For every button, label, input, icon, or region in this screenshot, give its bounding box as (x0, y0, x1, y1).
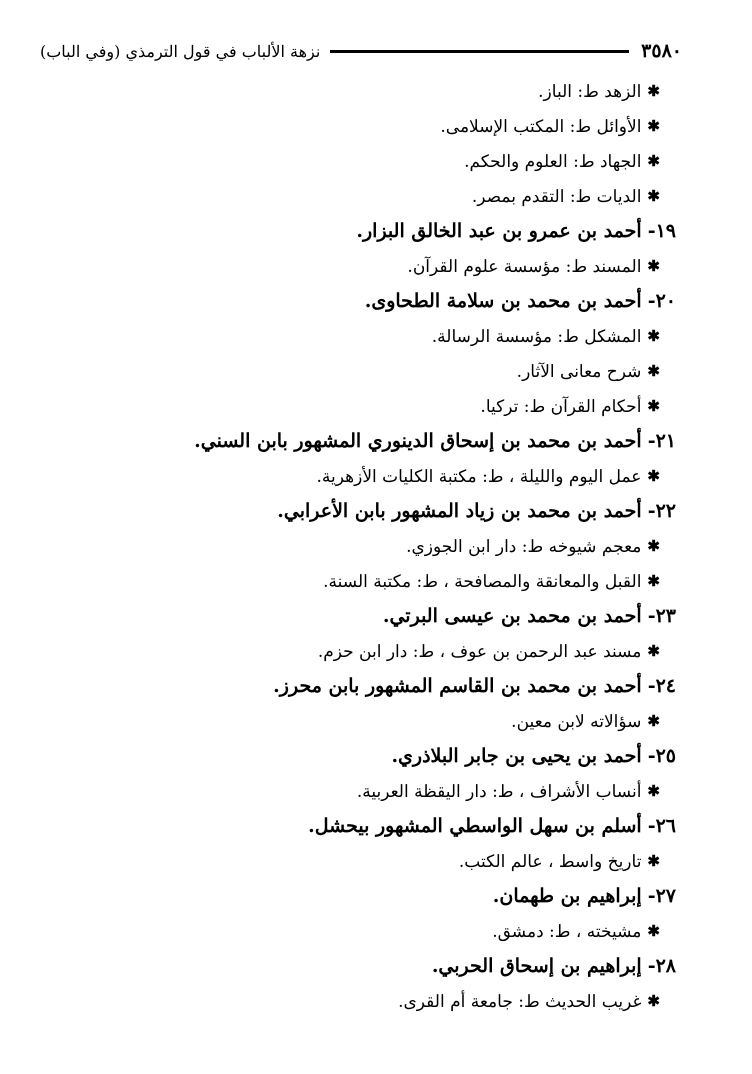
bullet-star-icon: ✱ (647, 712, 660, 730)
book-title: المسند ط: مؤسسة علوم القرآن. (407, 257, 642, 277)
bullet-star-icon: ✱ (647, 537, 660, 555)
bullet-star-icon: ✱ (647, 327, 660, 345)
book-title: المشكل ط: مؤسسة الرسالة. (431, 327, 642, 347)
author-entry (30, 284, 682, 319)
author-name: أحمد بن عمرو بن عبد الخالق البزار. (356, 220, 642, 242)
list-item (30, 529, 682, 564)
author-entry (30, 214, 682, 249)
list-item (30, 634, 682, 669)
author-entry (30, 599, 682, 634)
list-item (30, 74, 682, 109)
entry-number: ٢١- (647, 430, 676, 452)
bullet-star-icon: ✱ (647, 82, 660, 100)
list-item (30, 179, 682, 214)
bullet-star-icon: ✱ (647, 852, 660, 870)
list-item (30, 249, 682, 284)
bullet-star-icon: ✱ (647, 187, 660, 205)
author-name: أحمد بن محمد بن عيسى البرتي. (382, 605, 642, 627)
bullet-star-icon: ✱ (647, 572, 660, 590)
book-title: الجهاد ط: العلوم والحكم. (464, 152, 642, 172)
header-rule (330, 50, 629, 53)
book-title: مسند عبد الرحمن بن عوف ، ط: دار ابن حزم. (317, 642, 642, 662)
entry-number: ٢٤- (647, 675, 676, 697)
entry-number: ٢٠- (647, 290, 676, 312)
page-body (30, 74, 682, 1019)
book-title: القبل والمعانقة والمصافحة ، ط: مكتبة السنة. (323, 572, 642, 592)
list-item (30, 389, 682, 424)
list-item (30, 459, 682, 494)
author-entry (30, 879, 682, 914)
author-entry (30, 669, 682, 704)
author-name: أحمد بن محمد بن القاسم المشهور بابن محرز. (273, 675, 642, 697)
list-item (30, 564, 682, 599)
author-name: أسلم بن سهل الواسطي المشهور بيحشل. (308, 815, 642, 837)
book-title: سؤالاته لابن معين. (511, 712, 642, 732)
author-entry (30, 424, 682, 459)
book-title: عمل اليوم والليلة ، ط: مكتبة الكليات الأزهرية. (316, 467, 642, 487)
bullet-star-icon: ✱ (647, 257, 660, 275)
book-title: الأوائل ط: المكتب الإسلامى. (440, 117, 642, 137)
author-entry (30, 739, 682, 774)
book-title: الديات ط: التقدم بمصر. (471, 187, 642, 207)
bullet-star-icon: ✱ (647, 782, 660, 800)
author-entry (30, 494, 682, 529)
book-title: الزهد ط: الباز. (538, 82, 642, 102)
entry-number: ١٩- (647, 220, 676, 242)
bullet-star-icon: ✱ (647, 397, 660, 415)
book-title: شرح معانى الآثار. (516, 362, 642, 382)
running-title: نزهة الألباب في قول الترمذي (وفي الباب) (40, 41, 321, 61)
entry-number: ٢٨- (647, 955, 676, 977)
bullet-star-icon: ✱ (647, 922, 660, 940)
author-entry (30, 949, 682, 984)
book-title: أحكام القرآن ط: تركيا. (480, 397, 642, 417)
entry-number: ٢٣- (647, 605, 676, 627)
bullet-star-icon: ✱ (647, 362, 660, 380)
page-header (40, 36, 682, 66)
list-item (30, 704, 682, 739)
entry-number: ٢٧- (647, 885, 676, 907)
page-number: ٣٥٨٠ (641, 40, 682, 62)
entry-number: ٢٢- (647, 500, 676, 522)
list-item (30, 144, 682, 179)
book-title: أنساب الأشراف ، ط: دار اليقظة العربية. (356, 782, 642, 802)
bullet-star-icon: ✱ (647, 467, 660, 485)
author-name: إبراهيم بن طهمان. (492, 885, 642, 907)
author-name: أحمد بن يحيى بن جابر البلاذري. (391, 745, 642, 767)
entry-number: ٢٦- (647, 815, 676, 837)
entry-number: ٢٥- (647, 745, 676, 767)
list-item (30, 914, 682, 949)
author-name: أحمد بن محمد بن إسحاق الدينوري المشهور بابن السني. (194, 430, 642, 452)
list-item (30, 319, 682, 354)
book-title: مشيخته ، ط: دمشق. (492, 922, 642, 942)
author-entry (30, 809, 682, 844)
bullet-star-icon: ✱ (647, 642, 660, 660)
book-title: غريب الحديث ط: جامعة أم القرى. (398, 992, 642, 1012)
author-name: إبراهيم بن إسحاق الحربي. (431, 955, 642, 977)
bullet-star-icon: ✱ (647, 152, 660, 170)
book-title: معجم شيوخه ط: دار ابن الجوزي. (406, 537, 642, 557)
list-item (30, 844, 682, 879)
list-item (30, 984, 682, 1019)
list-item (30, 774, 682, 809)
book-title: تاريخ واسط ، عالم الكتب. (458, 852, 642, 872)
author-name: أحمد بن محمد بن سلامة الطحاوى. (364, 290, 642, 312)
list-item (30, 109, 682, 144)
author-name: أحمد بن محمد بن زياد المشهور بابن الأعرابي. (277, 500, 642, 522)
list-item (30, 354, 682, 389)
bullet-star-icon: ✱ (647, 992, 660, 1010)
bullet-star-icon: ✱ (647, 117, 660, 135)
